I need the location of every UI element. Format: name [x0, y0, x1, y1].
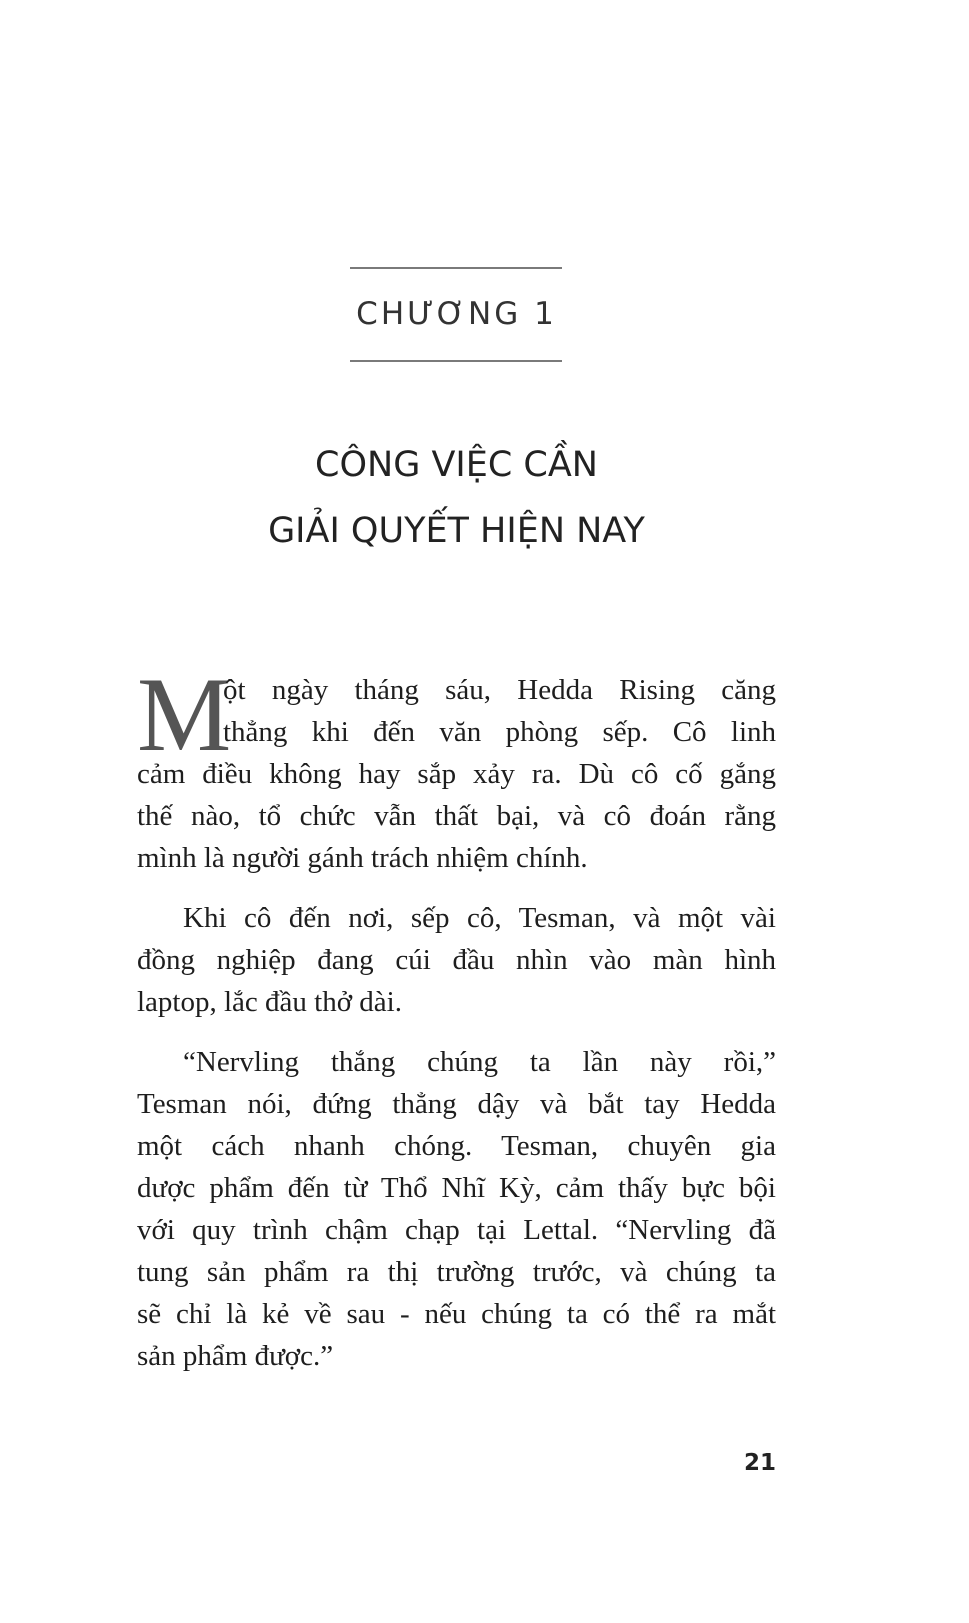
- chapter-label: CHƯƠNG 1: [356, 296, 557, 332]
- chapter-rule-bottom: [350, 360, 562, 362]
- text-line: thẳng khi đến văn phòng sếp. Cô linh: [223, 716, 776, 748]
- text-line: laptop, lắc đầu thở dài.: [137, 986, 402, 1018]
- text-line: “Nervling thắng chúng ta lần này rồi,”: [183, 1046, 776, 1078]
- text-line: cảm điều không hay sắp xảy ra. Dù cô cố gắng: [137, 758, 776, 790]
- text-line: thế nào, tổ chức vẫn thất bại, và cô đoán rằng: [137, 800, 776, 832]
- text-line: một cách nhanh chóng. Tesman, chuyên gia: [137, 1130, 776, 1162]
- paragraph-1: [137, 669, 776, 879]
- text-line: Khi cô đến nơi, sếp cô, Tesman, và một vài: [183, 902, 776, 934]
- chapter-title: [0, 432, 913, 564]
- drop-cap: M: [137, 656, 232, 773]
- chapter-rule-top: [350, 267, 562, 269]
- text-line: Tesman nói, đứng thẳng dậy và bắt tay Hedda: [137, 1088, 776, 1120]
- text-line: với quy trình chậm chạp tại Lettal. “Nervling đã: [137, 1214, 776, 1246]
- text-line: mình là người gánh trách nhiệm chính.: [137, 842, 588, 874]
- chapter-title-line: GIẢI QUYẾT HIỆN NAY: [268, 511, 645, 551]
- text-line: dược phẩm đến từ Thổ Nhĩ Kỳ, cảm thấy bực bội: [137, 1172, 776, 1204]
- paragraph-2: [137, 897, 776, 1023]
- page-number: 21: [743, 1450, 776, 1476]
- text-line: sản phẩm được.”: [137, 1340, 334, 1372]
- text-line: tung sản phẩm ra thị trường trước, và chúng ta: [137, 1256, 776, 1288]
- text-line: sẽ chỉ là kẻ về sau - nếu chúng ta có thể ra mắt: [137, 1298, 776, 1330]
- chapter-title-line: CÔNG VIỆC CẦN: [315, 445, 598, 485]
- paragraph-3: [137, 1041, 776, 1377]
- text-line: đồng nghiệp đang cúi đầu nhìn vào màn hình: [137, 944, 776, 976]
- text-line: ột ngày tháng sáu, Hedda Rising căng: [223, 674, 776, 706]
